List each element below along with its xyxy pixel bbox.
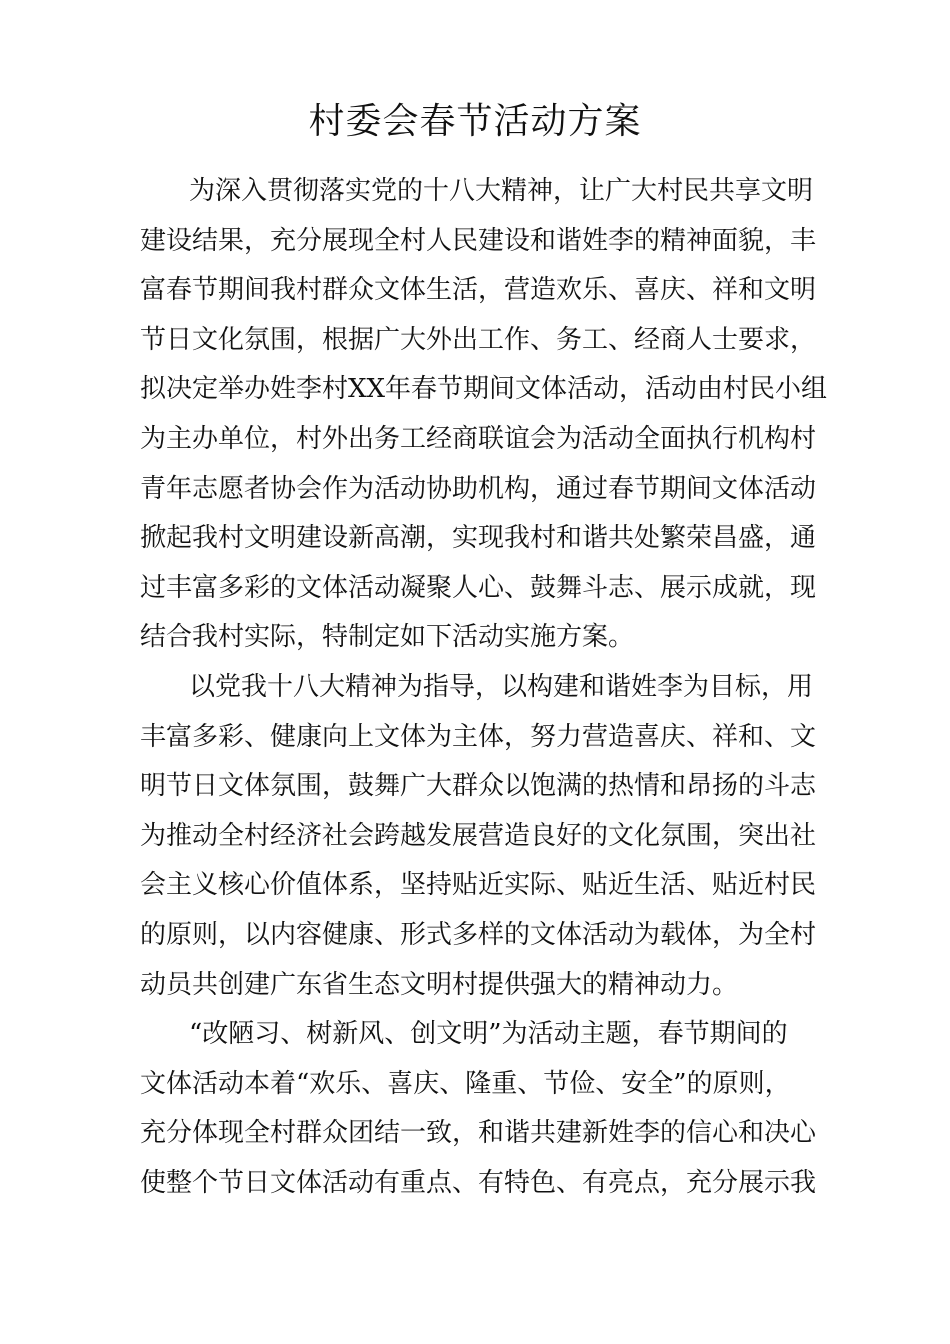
text-line: 富春节期间我村群众文体生活，营造欢乐、喜庆、祥和文明: [140, 275, 817, 306]
text-line: 使整个节日文体活动有重点、有特色、有亮点，充分展示我: [140, 1167, 817, 1198]
document-body: [140, 167, 828, 1208]
text-line: 充分体现全村群众团结一致，和谐共建新姓李的信心和决心: [140, 1118, 817, 1149]
text-line: 节日文化氛围，根据广大外出工作、务工、经商人士要求，: [140, 324, 817, 355]
text-line: 拟决定举办姓李村XX年春节期间文体活动，活动由村民小组: [140, 374, 828, 405]
paragraph-1: [140, 167, 828, 663]
text-line: 掀起我村文明建设新高潮，实现我村和谐共处繁荣昌盛，通: [140, 523, 817, 554]
paragraph-2: [140, 663, 820, 1010]
text-line: 动员共创建广东省生态文明村提供强大的精神动力。: [140, 969, 739, 1000]
text-line: 青年志愿者协会作为活动协助机构，通过春节期间文体活动: [140, 473, 817, 504]
text-line: 结合我村实际，特制定如下活动实施方案。: [140, 622, 635, 653]
text-line: 丰富多彩、健康向上文体为主体，努力营造喜庆、祥和、文: [140, 721, 817, 752]
text-line: 建设结果，充分展现全村人民建设和谐姓李的精神面貌，丰: [140, 225, 817, 256]
text-line: 为主办单位，村外出务工经商联谊会为活动全面执行机构村: [140, 423, 817, 454]
text-line: 过丰富多彩的文体活动凝聚人心、鼓舞斗志、展示成就，现: [140, 572, 817, 603]
text-line: 明节日文体氛围，鼓舞广大群众以饱满的热情和昂扬的斗志: [140, 771, 817, 802]
text-line: 的原则，以内容健康、形式多样的文体活动为载体，为全村: [140, 919, 817, 950]
text-line: 会主义核心价值体系，坚持贴近实际、贴近生活、贴近村民: [140, 870, 817, 901]
text-line: 为深入贯彻落实党的十八大精神，让广大村民共享文明: [189, 176, 814, 206]
paragraph-3: [140, 1010, 820, 1208]
text-line: 为推动全村经济社会跨越发展营造良好的文化氛围，突出社: [140, 820, 817, 851]
text-line: “改陋习、树新风、创文明”为活动主题，春节期间的: [189, 1019, 788, 1050]
text-line: 以党我十八大精神为指导，以构建和谐姓李为目标，用: [189, 671, 814, 702]
document-title: 村委会春节活动方案: [308, 101, 642, 142]
text-line: 文体活动本着“欢乐、喜庆、隆重、节俭、安全”的原则，: [140, 1068, 791, 1099]
